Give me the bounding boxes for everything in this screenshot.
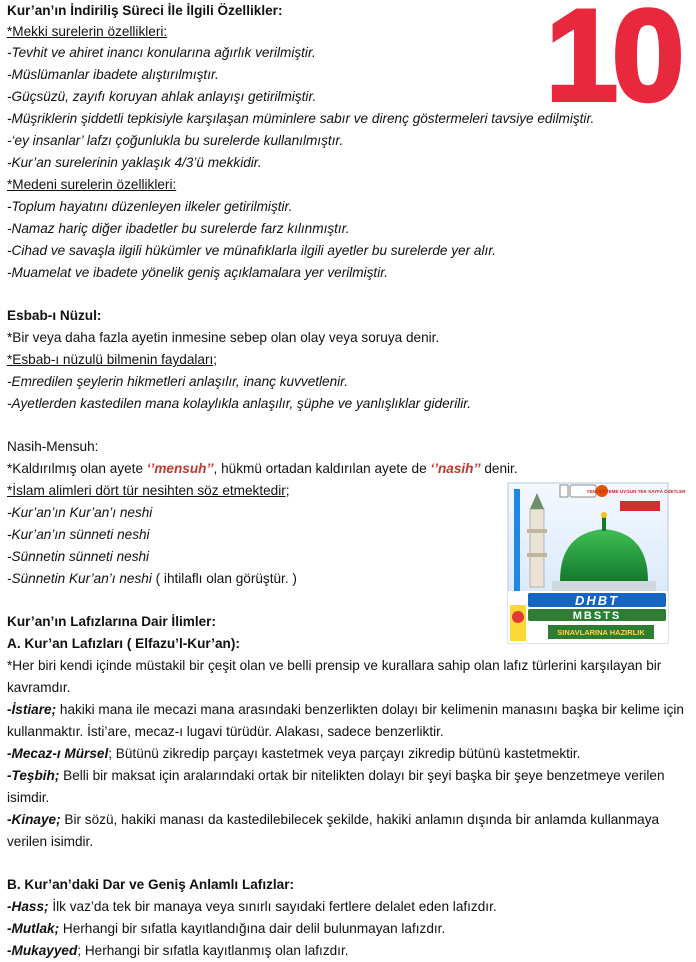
meccan-item: -Müşriklerin şiddetli tepkisiyle karşılaşan müminlere sabır ve direnç göstermeleri tavsiye edilmiştir. xyxy=(7,111,595,126)
page-number-graphic xyxy=(528,0,696,128)
nesih-type: -Kur’an’ın Kur’an’ı neshi xyxy=(7,505,153,520)
term-name: -Mecaz-ı Mürsel xyxy=(7,746,109,761)
esbab-benefits-heading: *Esbab-ı nüzulü bilmenin faydaları; xyxy=(7,352,218,367)
meccan-item: -Güçsüzü, zayıfı koruyan ahlak anlayışı getirilmiştir. xyxy=(7,89,317,104)
term-definition xyxy=(7,896,497,918)
nasih-definition xyxy=(7,458,518,480)
term-definition xyxy=(7,940,349,962)
nasih-term: nasih xyxy=(437,461,474,476)
term-text: ; Bütünü zikredip parçayı kastetmek veya parçayı zikredip bütünü kastetmektir. xyxy=(108,746,581,761)
text: denir. xyxy=(480,461,518,476)
text: *Kaldırılmış olan ayete xyxy=(7,461,147,476)
term-text: ; Herhangi bir sıfatla kayıtlanmış olan lafızdır. xyxy=(77,943,349,958)
quote-open: ‘’ xyxy=(146,461,155,476)
meccan-item: -‘ey insanlar’ lafzı çoğunlukla bu surelerde kullanılmıştır. xyxy=(7,133,344,148)
lafiz-intro: *Her biri kendi içinde müstakil bir çeşit olan ve belli prensip ve kurallara sahip olan lafız türlerini karşılayan bir kavramdır. xyxy=(7,658,662,695)
logo-mbsts: MBSTS xyxy=(572,610,622,622)
term-name: -Mutlak; xyxy=(7,921,60,936)
section3-title: Nasih-Mensuh: xyxy=(7,439,99,454)
quote-close: ’’ xyxy=(473,461,481,476)
esbab-benefit: -Ayetlerden kastedilen mana kolaylıkla anlaşılır, şüphe ve yanlışlıklar giderilir. xyxy=(7,396,472,411)
medinan-item: -Muamelat ve ibadete yönelik geniş açıklamalara yer verilmiştir. xyxy=(7,265,389,280)
meccan-item: -Tevhit ve ahiret inancı konularına ağırlık verilmiştir. xyxy=(7,45,316,60)
mensuh-term: mensuh xyxy=(154,461,207,476)
term-name: -Mukayyed xyxy=(7,943,78,958)
meccan-item: -Kur’an surelerinin yaklaşık 4/3’ü mekkidir. xyxy=(7,155,262,170)
section2-title: Esbab-ı Nüzul: xyxy=(7,308,102,323)
term-name: -Teşbih; xyxy=(7,768,60,783)
logo-tagline: SINAVLARINA HAZIRLIK xyxy=(557,628,645,637)
section4-title: Kur’an’ın Lafızlarına Dair İlimler: xyxy=(7,614,216,629)
esbab-definition: *Bir veya daha fazla ayetin inmesine sebep olan olay veya soruya denir. xyxy=(7,330,440,345)
nesih-types-heading: *İslam alimleri dört tür nesihten söz etmektedir; xyxy=(7,483,290,498)
term-definition xyxy=(7,809,689,853)
medinan-item: -Cihad ve savaşla ilgili hükümler ve münafıklarla ilgili ayetler bu surelerde yer alır. xyxy=(7,243,497,258)
hand-icon xyxy=(512,611,524,623)
term-definition xyxy=(7,918,445,940)
term-text: Herhangi bir sıfatla kayıtlandığına dair delil bulunmayan lafızdır. xyxy=(59,921,446,936)
term-text: İlk vaz’da tek bir manaya veya sınırlı sayıdaki fertlere delalet eden lafızdır. xyxy=(48,899,497,914)
term-definition xyxy=(7,743,580,765)
medinan-heading: *Medeni surelerin özellikleri: xyxy=(7,177,177,192)
text: , hükmü ortadan kaldırılan ayete de xyxy=(213,461,431,476)
term-text: hakiki mana ile mecazi mana arasındaki benzerlikten dolayı bir kelimenin manasını başka bir kelime için kullanmaktır. İsti’are, mecaz-ı lugavi türüdür. Alakası, sadece benzerliktir. xyxy=(7,702,684,739)
term-text: Belli bir maksat için aralarındaki ortak bir nitelikten dolayı bir şeyi başka bir şeye benzetmeye verilen isimdir. xyxy=(7,768,665,805)
logo-top-badge: YENİ SİSTEME UYGUN TEK SAYFA ÖZETLER xyxy=(586,489,686,494)
term-definition xyxy=(7,765,689,809)
logo-dhbt: DHBT xyxy=(574,593,620,608)
dhbt-mbsts-logo xyxy=(508,483,686,643)
term-name: -İstiare; xyxy=(7,702,57,717)
term-definition xyxy=(7,699,689,743)
term-name: -Kinaye; xyxy=(7,812,61,827)
subsection-b-title: B. Kur’an’daki Dar ve Geniş Anlamlı Lafızlar: xyxy=(7,877,295,892)
term-name: -Hass; xyxy=(7,899,49,914)
medinan-item: -Toplum hayatını düzenleyen ilkeler getirilmiştir. xyxy=(7,199,293,214)
meccan-heading: *Mekki surelerin özellikleri: xyxy=(7,24,168,39)
nesih-type: -Sünnetin sünneti neshi xyxy=(7,549,150,564)
page-number: 10 xyxy=(545,0,679,128)
subsection-a-title: A. Kur’an Lafızları ( Elfazu’l-Kur’an): xyxy=(7,636,240,651)
section1-title: Kur’an’ın İndiriliş Süreci İle İlgili Özellikler: xyxy=(7,3,283,18)
quote-open: ‘’ xyxy=(430,461,438,476)
term-text: Bir sözü, hakiki manası da kastedilebilecek şekilde, hakiki anlamın dışında bir anlamda kullanmaya verilen isimdir. xyxy=(7,812,660,849)
esbab-benefit: -Emredilen şeylerin hikmetleri anlaşılır, inanç kuvvetlenir. xyxy=(7,374,348,389)
minaret-icon xyxy=(530,509,544,587)
nesih-type: -Kur’an’ın sünneti neshi xyxy=(7,527,150,542)
medinan-item: -Namaz hariç diğer ibadetler bu surelerde farz kılınmıştır. xyxy=(7,221,350,236)
meccan-item: -Müslümanlar ibadete alıştırılmıştır. xyxy=(7,67,219,82)
quote-close: ’’ xyxy=(206,461,214,476)
nesih-type xyxy=(7,568,297,590)
nesih-type-note: ( ihtilaflı olan görüştür. ) xyxy=(151,571,297,586)
nesih-type-text: -Sünnetin Kur’an’ı neshi xyxy=(7,571,152,586)
